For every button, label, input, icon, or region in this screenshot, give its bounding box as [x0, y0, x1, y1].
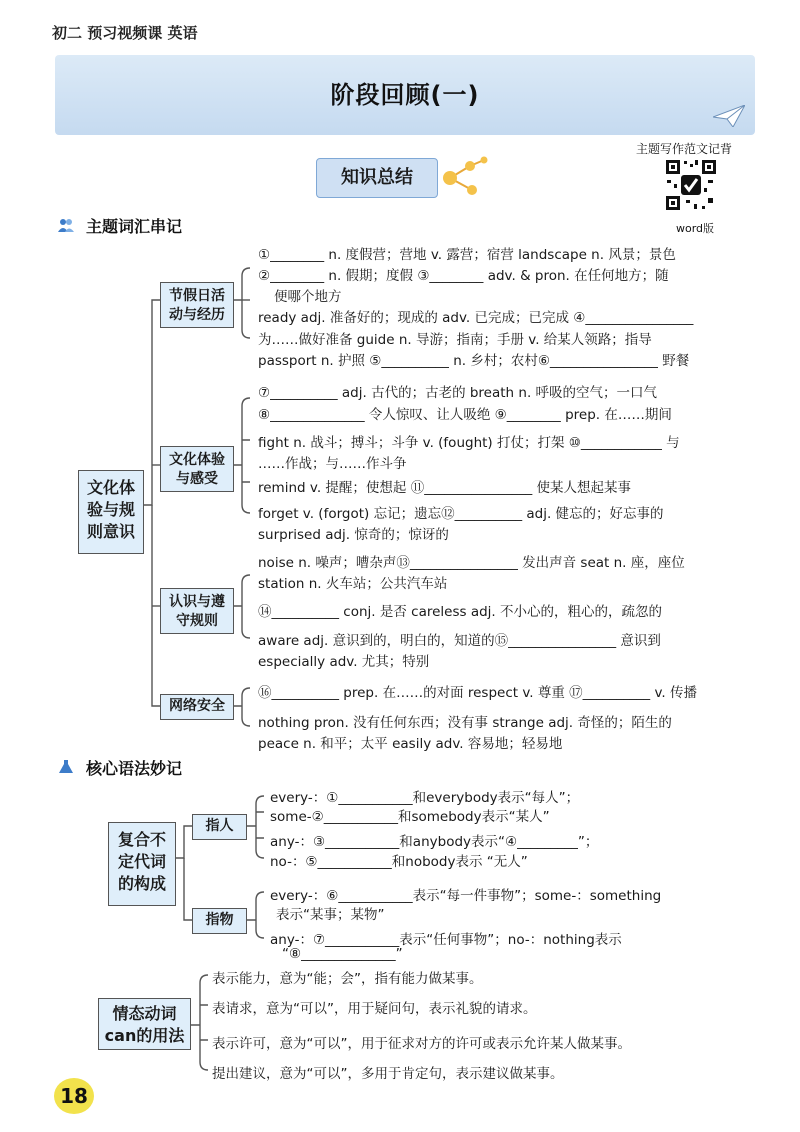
vocab-line: aware adj. 意识到的，明白的，知道的⑮________________ 意识到 [258, 633, 661, 649]
can-line: 表请求，意为“可以”，用于疑问句，表示礼貌的请求。 [212, 1001, 537, 1017]
vocab-line: forget v. (forgot) 忘记；遗忘⑫__________ adj. 健忘的；好忘事的 [258, 506, 664, 522]
branch-person-box [192, 814, 247, 840]
grammar-line: any-：③___________和anybody表示“④_________”； [270, 834, 599, 850]
grammar-line: some-②___________和somebody表示“某人” [270, 809, 550, 825]
knowledge-summary-badge: 知识总结 [316, 158, 438, 198]
branch-thing-box [192, 908, 247, 934]
grammar-line: every-：⑥___________表示“每一件事物”；some-：something [270, 888, 662, 904]
title-banner [55, 55, 755, 135]
vocab-line: nothing pron. 没有任何东西；没有事 strange adj. 奇怪的；陌生的 [258, 715, 672, 731]
branch-internet-box [160, 694, 234, 720]
vocab-line: 便哪个地方 [274, 289, 342, 305]
vocab-line: 为……做好准备 guide n. 导游；指南；手册 v. 给某人领路；指导 [258, 332, 652, 348]
vocab-line: ⑯__________ prep. 在……的对面 respect v. 尊重 ⑰__________ v. 传播 [258, 685, 697, 701]
vocab-line: fight n. 战斗；搏斗；斗争 v. (fought) 打仗；打架 ⑩____________ 与 [258, 435, 680, 451]
vocab-line: peace n. 和平；太平 easily adv. 容易地；轻易地 [258, 736, 563, 752]
qr-code-icon[interactable] [664, 158, 718, 212]
people-icon [58, 218, 74, 232]
can-root-box [98, 998, 191, 1050]
branch-rules-label: 认识与遵 守规则 [169, 594, 225, 629]
branch-rules-box [160, 588, 234, 634]
vocab-line: ②________ n. 假期；度假 ③________ adv. & pron. 在任何地方；随 [258, 268, 669, 284]
paper-plane-icon [713, 105, 745, 127]
branch-holiday-box [160, 282, 234, 328]
branch-person-label: 指人 [205, 818, 234, 834]
branch-internet-label: 网络安全 [169, 698, 225, 714]
vocab-line: ⑦__________ adj. 古代的；古老的 breath n. 呼吸的空气；一口气 [258, 385, 658, 401]
qr-subtitle: word版 [676, 222, 715, 235]
vocab-line: ready adj. 准备好的；现成的 adv. 已完成；已完成 ④________________ [258, 310, 694, 326]
vocab-line: ⑧______________ 令人惊叹、让人吸绝 ⑨________ prep. 在……期间 [258, 407, 672, 423]
can-line: 表示许可，意为“可以”，用于征求对方的许可或表示允许某人做某事。 [212, 1036, 631, 1052]
grammar-line: every-：①___________和everybody表示“每人”； [270, 790, 580, 806]
page-title: 阶段回顾(一) [330, 81, 480, 109]
grammar-root-box [108, 822, 176, 906]
grammar-root-label: 复合不 定代词 的构成 [117, 830, 166, 893]
molecule-icon [436, 150, 490, 204]
can-line: 表示能力，意为“能；会”，指有能力做某事。 [212, 971, 483, 987]
grammar-line: any-：⑦___________表示“任何事物”；no-：nothing表示 [270, 932, 622, 948]
can-line: 提出建议，意为“可以”，多用于肯定句，表示建议做某事。 [212, 1066, 564, 1082]
vocab-line: remind v. 提醒；使想起 ⑪________________ 使某人想起某事 [258, 480, 631, 496]
vocab-line: especially adv. 尤其；特别 [258, 654, 430, 670]
vocab-line: surprised adj. 惊奇的；惊讶的 [258, 527, 449, 543]
vocab-line: station n. 火车站；公共汽车站 [258, 576, 448, 592]
branch-culture-box [160, 446, 234, 492]
branch-holiday-label: 节假日活 动与经历 [169, 288, 225, 323]
vocab-line: passport n. 护照 ⑤__________ n. 乡村；农村⑥________________ 野餐 [258, 353, 690, 369]
page-number: 18 [54, 1078, 94, 1114]
can-root-label: 情态动词 can的用法 [104, 1004, 185, 1045]
vocab-root-box [78, 470, 144, 554]
grammar-line: “⑧______________” [282, 946, 403, 962]
vocab-line: noise n. 噪声；嘈杂声⑬________________ 发出声音 seat n. 座，座位 [258, 555, 685, 571]
branch-thing-label: 指物 [205, 912, 234, 928]
grammar-line: no-：⑤___________和nobody表示 “无人” [270, 854, 528, 870]
header-text: 初二 预习视频课 英语 [52, 24, 198, 42]
flask-icon [58, 760, 74, 774]
grammar-section-title: 核心语法妙记 [86, 759, 183, 778]
vocab-section-title: 主题词汇串记 [86, 217, 183, 236]
vocab-line: ……作战；与……作斗争 [258, 456, 407, 472]
grammar-line: 表示“某事；某物” [276, 907, 385, 923]
vocab-line: ⑭__________ conj. 是否 careless adj. 不小心的，粗心的，疏忽的 [258, 604, 662, 620]
branch-culture-label: 文化体验 与感受 [169, 452, 225, 487]
vocab-root-label: 文化体 验与规 则意识 [86, 478, 135, 541]
vocab-line: ①________ n. 度假营；营地 v. 露营；宿营 landscape n. 风景；景色 [258, 247, 676, 263]
qr-caption: 主题写作范文记背 [636, 142, 733, 156]
